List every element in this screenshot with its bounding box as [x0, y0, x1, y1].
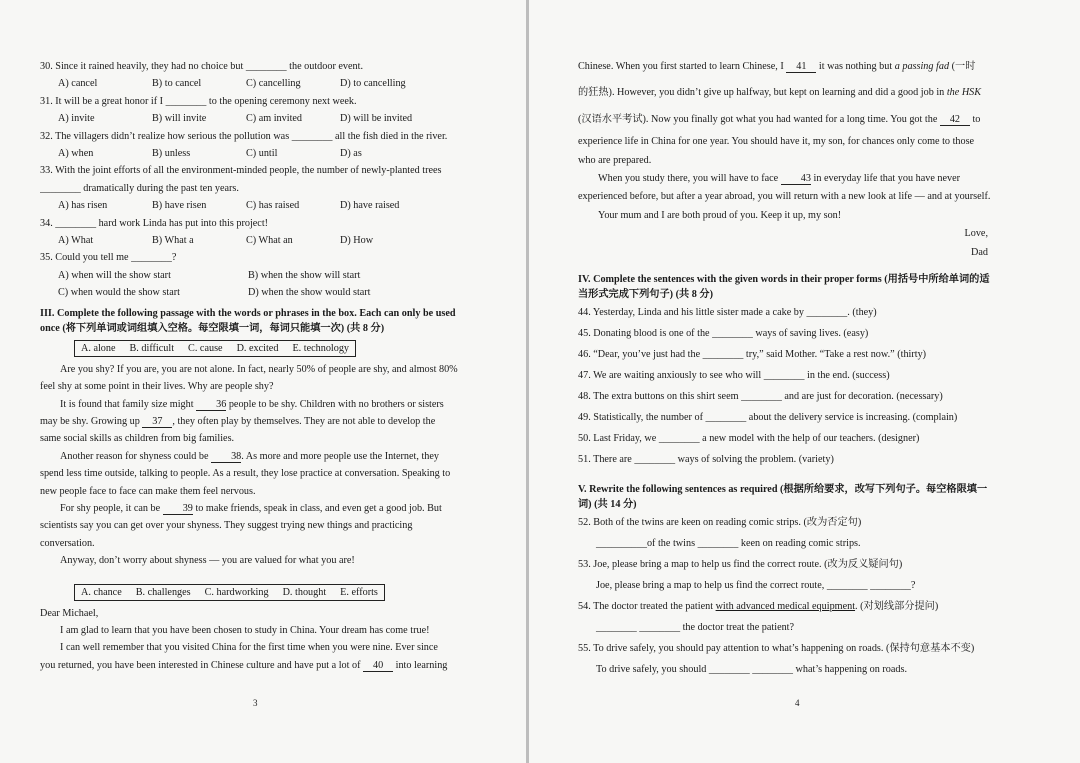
option: B) when the show will start	[248, 269, 361, 281]
option: D) to cancelling	[340, 78, 406, 90]
blank-36: 36	[196, 399, 226, 411]
option: A) when	[58, 148, 94, 160]
question-45: 45. Donating blood is one of the ________ ways of saving lives. (easy)	[578, 328, 869, 340]
answer-53: Joe, please bring a map to help us find the correct route, ________ ________?	[596, 580, 916, 592]
question-54: 54. The doctor treated the patient with advanced medical equipment. (对划线部分提问)	[578, 601, 939, 613]
passage-line: Are you shy? If you are, you are not alone. In fact, nearly 50% of people are shy, and almost 80%	[60, 363, 458, 375]
option: D) as	[340, 148, 362, 160]
section-4-title: IV. Complete the sentences with the given words in their proper forms (用括号中所给单词的适 当形式完成下列句子) (共 8 分)	[578, 274, 990, 301]
passage-line: scientists say you can get over your shyness. They suggest trying new things and practicing	[40, 520, 413, 532]
q31-options	[40, 110, 476, 127]
answer-55: To drive safely, you should ________ ________ what’s happening on roads.	[596, 664, 907, 676]
passage-line: It is found that family size might 36 people to be shy. Children with no brothers or sisters	[60, 398, 444, 410]
word-option: A. alone	[81, 342, 116, 354]
question-44: 44. Yesterday, Linda and his little sister made a cake by ________. (they)	[578, 307, 877, 319]
q32-options	[40, 145, 476, 162]
option: D) How	[340, 235, 374, 247]
question-30: 30. Since it rained heavily, they had no choice but ________ the outdoor event.	[40, 61, 363, 72]
blank-43: 43	[781, 173, 811, 185]
page-number-left: 3	[253, 698, 258, 708]
passage-line: conversation.	[40, 537, 95, 549]
word-option: A. chance	[81, 586, 122, 598]
question-33-cont: ________ dramatically during the past ten years.	[40, 182, 239, 194]
letter-line: experience life in China for one year. You should have it, my son, for chances only come to those	[578, 136, 975, 148]
passage-line: same social skills as children from big families.	[40, 433, 235, 445]
option: A) has risen	[58, 200, 108, 212]
option: D) have raised	[340, 200, 400, 212]
option: B) to cancel	[152, 78, 202, 90]
question-55: 55. To drive safely, you should pay attention to what’s happening on roads. (保持句意基本不变)	[578, 643, 975, 655]
option: A) invite	[58, 113, 95, 125]
option: B) unless	[152, 148, 191, 160]
section-5-title: V. Rewrite the following sentences as required (根据所给要求，改写下列句子。每空格限填一 词) (共 14 分)	[578, 484, 988, 511]
blank-41: 41	[786, 61, 816, 73]
letter-closing: Love,	[964, 228, 988, 240]
option: C) cancelling	[246, 78, 301, 90]
letter-line: Your mum and I are both proud of you. Keep it up, my son!	[598, 209, 842, 221]
q33-options	[40, 197, 476, 214]
page-fold	[526, 0, 529, 763]
option: A) What	[58, 235, 94, 247]
letter-line: I am glad to learn that you have been chosen to study in China. Your dream has come true!	[60, 624, 430, 636]
right-page	[578, 58, 1018, 680]
section-3-title: III. Complete the following passage with the words or phrases in the box. Each can only be used once (将下列单词或词组填入空格。每空限填一词，每词只能填一次) (共 8 分)	[40, 307, 456, 334]
question-51: 51. There are ________ ways of solving the problem. (variety)	[578, 454, 834, 466]
question-34: 34. ________ hard work Linda has put into this project!	[40, 217, 269, 229]
word-option: D. excited	[236, 342, 279, 354]
q35-options-row2	[40, 284, 476, 301]
letter-line: experienced before, but after a year abroad, you will return with a new look at life — and at yourself.	[578, 191, 991, 203]
option: C) has raised	[246, 200, 300, 212]
letter-line: I can well remember that you visited China for the first time when you were nine. Ever since	[60, 642, 438, 654]
q35-options-row1	[40, 267, 476, 284]
passage-line: new people face to face can make them feel nervous.	[40, 485, 256, 497]
answer-54: ________ ________ the doctor treat the patient?	[596, 622, 795, 634]
option: B) will invite	[152, 113, 207, 125]
letter-line: When you study there, you will have to face 43 in everyday life that you have never	[598, 173, 961, 185]
word-option: E. technology	[292, 342, 350, 354]
option: A) cancel	[58, 78, 98, 90]
word-option: E. efforts	[340, 586, 378, 598]
passage-line: Another reason for shyness could be 38. As more and more people use the Internet, they	[60, 450, 440, 462]
page-number-right: 4	[795, 698, 800, 708]
option: C) until	[246, 148, 278, 160]
word-option: D. thought	[282, 586, 327, 598]
word-option: C. cause	[188, 342, 223, 354]
passage-line: spend less time outside, talking to people. As a result, they lose practice at conversation. Speaking to	[40, 468, 451, 480]
question-32: 32. The villagers didn’t realize how serious the pollution was ________ all the fish died in the river.	[40, 130, 448, 142]
letter-line: who are prepared.	[578, 154, 652, 166]
letter-line: 的狂热). However, you didn’t give up halfway, but kept on learning and did a good job in the HSK	[578, 87, 982, 99]
q30-options	[40, 75, 476, 92]
letter-greeting: Dear Michael,	[40, 607, 99, 619]
letter-line: you returned, you have been interested in Chinese culture and have put a lot of 40 into learning	[40, 659, 448, 671]
question-49: 49. Statistically, the number of ________ about the delivery service is increasing. (complain)	[578, 412, 958, 424]
question-31: 31. It will be a great honor if I ________ to the opening ceremony next week.	[40, 95, 357, 107]
blank-39: 39	[163, 503, 193, 515]
question-52: 52. Both of the twins are keen on reading comic strips. (改为否定句)	[578, 517, 862, 529]
question-47: 47. We are waiting anxiously to see who will ________ in the end. (success)	[578, 370, 890, 382]
passage-line: feel shy at some point in their lives. Why are people shy?	[40, 381, 274, 393]
question-53: 53. Joe, please bring a map to help us find the correct route. (改为反义疑问句)	[578, 559, 903, 571]
letter-line: (汉语水平考试). Now you finally got what you had wanted for a long time. You got the 42 to	[578, 113, 981, 125]
blank-40: 40	[363, 660, 393, 672]
question-46: 46. “Dear, you’ve just had the ________ try,” said Mother. “Take a rest now.” (thirty)	[578, 349, 927, 361]
option: B) have risen	[152, 200, 207, 212]
question-33: 33. With the joint efforts of all the environment-minded people, the number of newly-planted trees	[40, 165, 442, 177]
letter-line: Chinese. When you first started to learn Chinese, I 41 it was nothing but a passing fad (一时	[578, 61, 976, 72]
option: B) What a	[152, 235, 194, 247]
word-box-2	[74, 584, 385, 601]
passage-line: may be shy. Growing up 37 , they often play by themselves. They are not able to develop the	[40, 415, 436, 427]
passage-line: Anyway, don’t worry about shyness — you are valued for what you are!	[60, 555, 355, 567]
blank-37: 37	[142, 416, 172, 428]
q34-options	[40, 232, 476, 249]
question-50: 50. Last Friday, we ________ a new model with the help of our teachers. (designer)	[578, 433, 920, 445]
blank-38: 38	[211, 451, 241, 463]
word-option: B. challenges	[135, 586, 191, 598]
option: C) am invited	[246, 113, 303, 125]
word-option: B. difficult	[129, 342, 175, 354]
option: A) when will the show start	[58, 269, 171, 281]
option: C) when would the show start	[58, 287, 180, 299]
letter-signature: Dad	[971, 246, 988, 258]
word-option: C. hardworking	[204, 586, 269, 598]
word-box-1	[74, 340, 356, 357]
option: C) What an	[246, 235, 293, 247]
answer-52: __________of the twins ________ keen on reading comic strips.	[596, 538, 861, 550]
passage-line: For shy people, it can be 39 to make friends, speak in class, and even get a good job. But	[60, 502, 442, 514]
question-35: 35. Could you tell me ________?	[40, 252, 177, 264]
option: D) will be invited	[340, 113, 413, 125]
blank-42: 42	[940, 114, 970, 126]
question-48: 48. The extra buttons on this shirt seem ________ and are just for decoration. (necessary)	[578, 391, 943, 403]
option: D) when the show would start	[248, 287, 371, 299]
left-page	[40, 58, 476, 674]
